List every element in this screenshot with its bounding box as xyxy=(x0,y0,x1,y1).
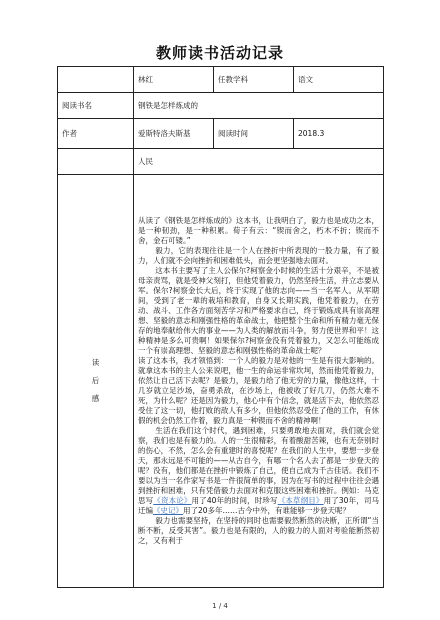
author-label: 作者 xyxy=(58,119,134,149)
time-value: 2018.3 xyxy=(294,119,384,149)
book-row xyxy=(58,93,384,119)
author-value: 爱斯特洛夫斯基 xyxy=(134,119,214,149)
paragraph: 从读了《钢铁是怎样炼成的》这本书，让我明白了，毅力也是成功之本，是一种韧劲，是一种积累。荀子有云：“锲而舍之，朽木不折；锲而不舍，金石可镂。” xyxy=(138,216,379,245)
book-link-bencao[interactable]: 《本草纲目》 xyxy=(277,496,324,505)
paragraph: 毅力，它的表现往往是一个人在挫折中所表现的一股力量，有了毅力，人们就不会向挫折和困难低头，而会更坚强地去面对。 xyxy=(138,246,379,265)
author-row xyxy=(58,119,384,149)
time-label: 阅读时间 xyxy=(214,119,294,149)
label-char: 读 xyxy=(91,358,100,367)
paragraph: 这本书主要写了主人公保尔?柯察金小时候的生活十分艰辛，不是被母亲责骂，就是受神父刻打，但他凭着毅力，仍然坚持生活，并立志要从军。保尔?柯察金长大后，终于实现了他的志向——当一名军人。从军期间，受到了老一辈的栽培和教育，自身又长期实践，他凭着毅力，在劳动、战斗、工作各方面刻苦学习和严格要求自己，终于锻炼成具有崇高理想、坚毅的意志和刚强性格的革命战士，他把整个生命和所有精力毫无保存的地奉献给伟大的事业——为人类的解放而斗争，努力使世界和平！这种精神是多么可贵啊！如果保尔?柯察金没有凭着毅力，又怎么可能练成一个有崇高理想、坚毅的意志和刚强性格的革命战士呢？ xyxy=(138,266,379,355)
reflection-text xyxy=(134,175,384,588)
publisher-row xyxy=(58,149,384,175)
publisher-value: 人民 xyxy=(134,149,384,175)
label-char: 感 xyxy=(91,394,100,403)
teacher-name: 林红 xyxy=(134,67,214,93)
subject-value: 语文 xyxy=(294,67,384,93)
paragraph-text: 用了20多年……古今中外，有谁能够一步登天呢？ xyxy=(183,506,351,515)
reflection-row xyxy=(58,175,384,588)
book-link-capital[interactable]: 《资本论》 xyxy=(153,496,192,505)
paragraph: 毅力也需要坚持，在坚持的同时也需要毅然断然的决断，正所谓“当断不断，反受其害”。毅力也是有限的，人的毅力的人面对考验能断然初之，又有利于 xyxy=(138,516,379,545)
paragraph: 读了这本书，我才领悟到：一个人的毅力是对他的一生是有很大影响的。就拿这本书的主人公来说吧，他一生的命运非常坎坷，然而他凭着毅力，依然让自己活下去呢？是毅力，是毅力给了他无穷的力量，像他这样，十几岁就立足沙场，奋勇杀敌，在沙场上，他被收了好几刀，仍然大难不死，为什么呢？还是因为毅力，他心中有个信念，就是活下去，他依然忍受住了这一切，他打败的敌人有多少，但他依然忍受住了他的工作，有休假的机会仍然工作着，毅力真是一种锲而不舍的精神啊！ xyxy=(138,356,379,425)
blank-cell xyxy=(58,149,134,175)
subject-label: 任教学科 xyxy=(214,67,294,93)
reflection-label xyxy=(58,175,134,588)
book-value: 钢铁是怎样炼成的 xyxy=(134,93,384,119)
label-char: 后 xyxy=(91,376,100,385)
paragraph-text: 生活在我们这个时代，遇到困难，只要勇敢地去面对，我们就会觉察，我们也是有毅力的。人的一生很精彩，有着酸甜苦辣，也有无奈别时的伤心，不然，怎么会有重建时的喜悦呢？在我们的人生中，要想一步登天，那永远是不可能的——从古自今，有哪一个名人去了都是一步登天的呢？没有，他们都是在挫折中锻炼了自己，使自己成为千古佳话。我们不要以为当一名作家写书是一件很简单的事，因为在写书的过程中往往会遇到挫折和困难，只有凭借毅力去面对和克服这些困难和挫折。例如：马克思写 xyxy=(138,426,379,505)
paragraph-text: 用了30年，司马迁编 xyxy=(138,496,380,515)
book-link-shiji[interactable]: 《史记》 xyxy=(153,506,183,515)
book-label: 阅读书名 xyxy=(58,93,134,119)
paragraph xyxy=(138,426,379,516)
header-row xyxy=(58,67,384,93)
record-table xyxy=(57,66,384,588)
paragraph-text: 用了40年的时间，时珍写 xyxy=(191,496,278,505)
page-title: 教师读书活动记录 xyxy=(155,44,284,62)
page-number: 1 / 4 xyxy=(212,602,228,610)
blank-cell xyxy=(58,67,134,93)
